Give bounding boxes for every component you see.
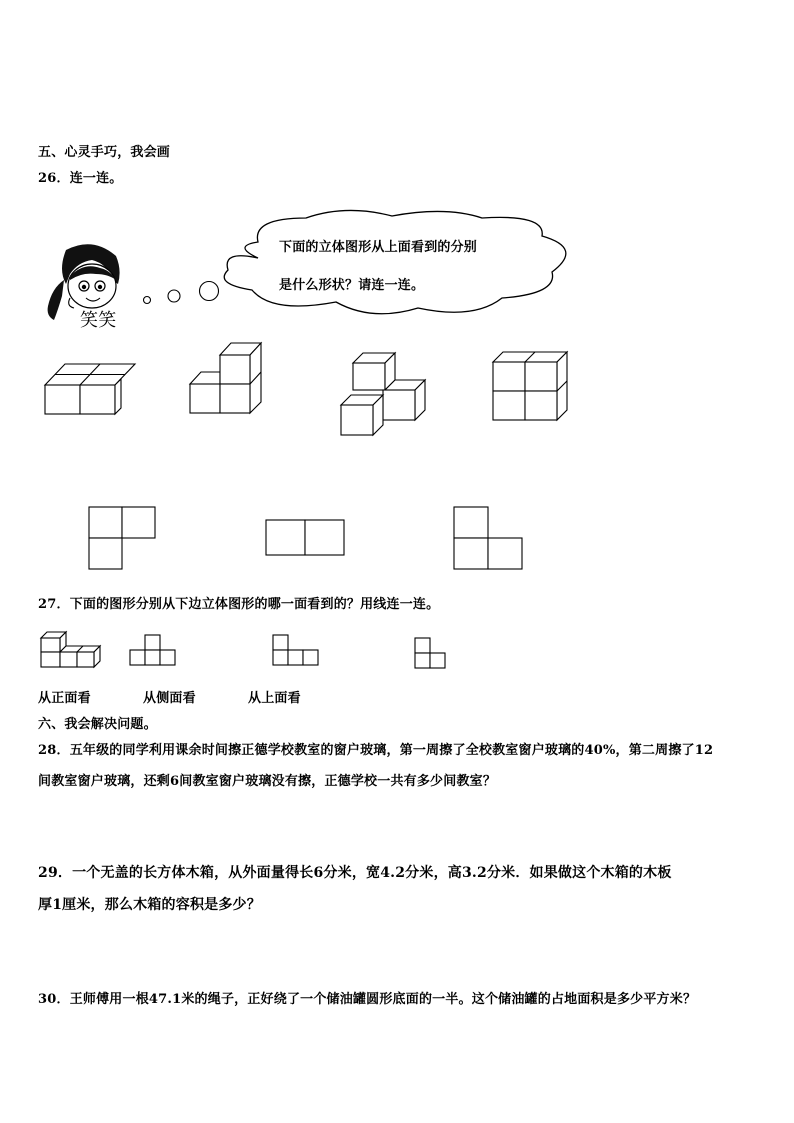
thought-bubble (140, 210, 590, 322)
question-29-line1: 29．一个无盖的长方体木箱，从外面量得长6分米，宽4.2分米，高3.2分米．如果做这个木箱的木板 (38, 865, 672, 881)
view-shape-b (271, 633, 321, 669)
view-label-front: 从正面看 (38, 691, 91, 706)
solid-figure-1 (40, 355, 130, 420)
question-26-label: 26．连一连。 (38, 171, 123, 186)
top-view-two-squares (265, 519, 347, 557)
section-6-heading: 六、我会解决问题。 (38, 717, 157, 732)
q27-solid-figure (38, 628, 104, 670)
question-29-line2: 厚1厘米，那么木箱的容积是多少？ (38, 897, 261, 913)
section-5-heading: 五、心灵手巧，我会画 (38, 145, 171, 160)
solid-figure-4 (490, 348, 575, 423)
bubble-text-line1: 下面的立体图形从上面看到的分别 (279, 240, 478, 255)
view-label-top: 从上面看 (248, 691, 301, 706)
question-27-label: 27．下面的图形分别从下边立体图形的哪一面看到的？用线连一连。 (38, 597, 440, 612)
solid-figure-3 (335, 348, 435, 438)
view-shape-a (128, 633, 178, 669)
character-caption: 笑笑 (80, 310, 117, 331)
view-shape-c (412, 635, 448, 671)
question-28-line1: 28．五年级的同学利用课余时间擦正德学校教室的窗户玻璃，第一周擦了全校教室窗户玻璃的40%，第二周擦了12 (38, 743, 714, 758)
solid-figure-2 (185, 340, 265, 415)
question-28-line2: 间教室窗户玻璃，还剩6间教室窗户玻璃没有擦，正德学校一共有多少间教室？ (38, 774, 497, 789)
question-30-line1: 30．王师傅用一根47.1米的绳子，正好绕了一个储油罐圆形底面的一半。这个储油罐的占地面积是多少平方米？ (38, 992, 697, 1007)
bubble-text-line2: 是什么形状？请连一连。 (279, 278, 425, 293)
top-view-corner-shape (453, 506, 525, 570)
top-view-l-shape (88, 506, 158, 570)
view-label-side: 从侧面看 (143, 691, 196, 706)
